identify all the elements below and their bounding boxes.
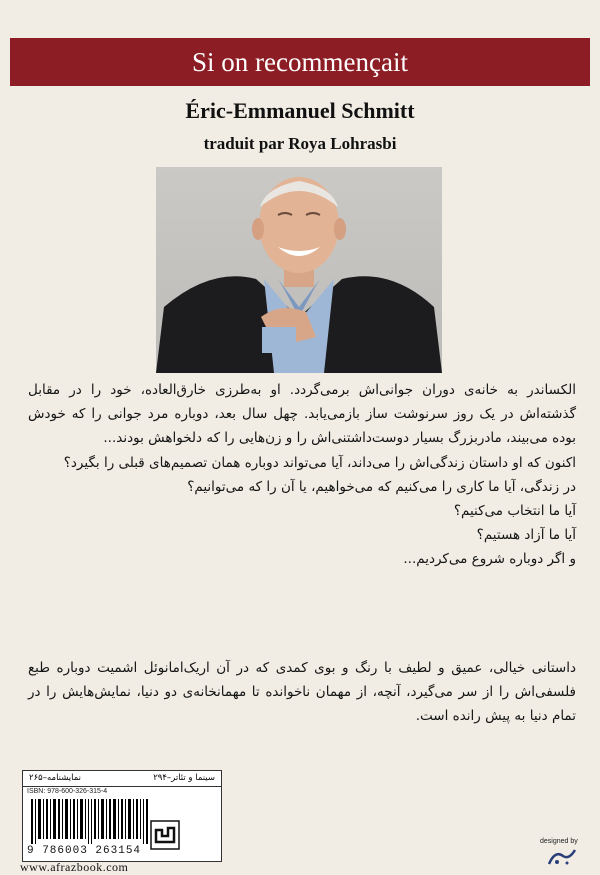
author-name: Éric-Emmanuel Schmitt xyxy=(185,98,415,123)
synopsis-line: داستانی خیالی، عمیق و لطیف با رنگ و بوی کمدی که در آن اریک‌امانوئل اشمیت دوباره طبع فلسفی‌اش را از سر می‌گیرد، آنچه، از مهمان ناخوانده تا مهمانخانه‌ی دو دنیا، نمایش‌هایش را در تمام دنیا به پیش رانده است. xyxy=(28,660,576,725)
synopsis-line: آیا ما انتخاب می‌کنیم؟ xyxy=(453,503,576,520)
translator-credit: traduit par Roya Lohrasbi xyxy=(203,134,397,153)
play-number-label: نمایشنامه–۲۶۵ xyxy=(29,773,82,783)
barcode-number: 9 786003 263154 xyxy=(27,845,142,857)
designer-logo xyxy=(545,846,579,868)
synopsis-paragraph-2 xyxy=(28,656,576,729)
synopsis-line: در زندگی، آیا ما کاری را می‌کنیم که می‌خواهیم، یا آن را که می‌توانیم؟ xyxy=(187,478,576,495)
synopsis-line: آیا ما آزاد هستیم؟ xyxy=(476,527,576,544)
synopsis-paragraph-1 xyxy=(28,378,576,572)
isbn-text: ISBN: 978-600-326-315-4 xyxy=(27,788,108,795)
designer-label: designed by xyxy=(540,838,578,845)
synopsis-line: و اگر دوباره شروع می‌کردیم... xyxy=(403,551,576,568)
book-title: Si on recommençait xyxy=(192,47,408,77)
publisher-logo xyxy=(150,820,180,850)
synopsis-line: اکنون که او داستان زندگی‌اش را می‌داند، آیا می‌تواند دوباره همان تصمیم‌های قبلی را بگیرد؟ xyxy=(63,454,576,471)
barcode-icon xyxy=(31,799,151,844)
publisher-website: www.afrazbook.com xyxy=(20,860,129,874)
author-photo xyxy=(156,167,442,373)
barcode-box xyxy=(22,770,222,862)
series-strip xyxy=(23,771,221,787)
series-label: سینما و تئاتر–۲۹۴ xyxy=(153,773,215,783)
title-banner xyxy=(10,38,590,86)
synopsis-line: الکساندر به خانه‌ی دوران جوانی‌اش برمی‌گردد. او به‌طرزی خارق‌العاده، خود را در مقابل گذشته‌اش در یک روز سرنوشت ساز بازمی‌یابد. چهل سال بعد، دوباره مرد جوانی را که خودش بوده می‌بیند، مادربزرگ بسیار دوست‌داشتنی‌اش را و زن‌هایی را که دلخواهش بودند... xyxy=(28,382,576,447)
